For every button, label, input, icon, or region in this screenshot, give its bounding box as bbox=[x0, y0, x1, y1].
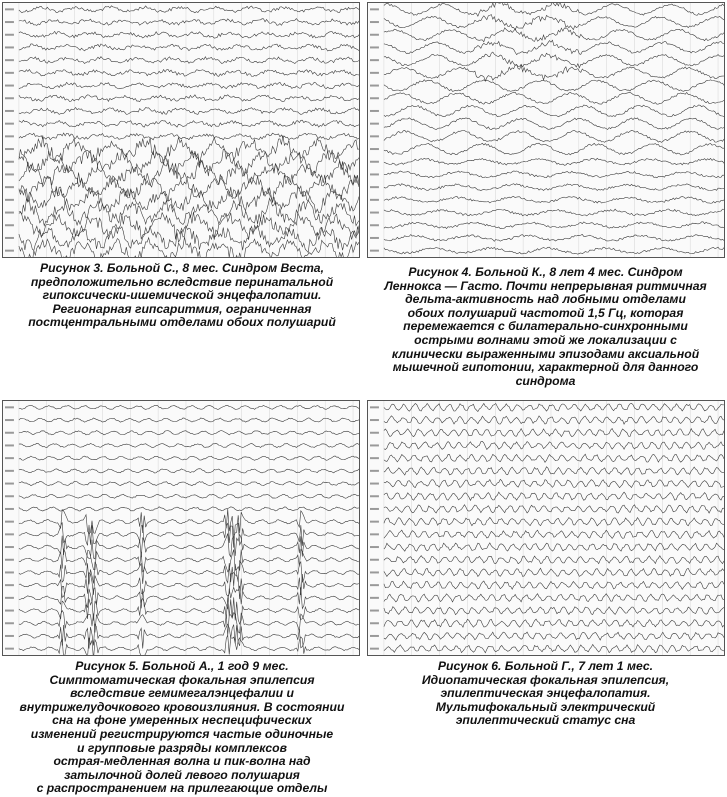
channel-label-mark bbox=[5, 212, 14, 214]
eeg-channel-trace bbox=[19, 561, 359, 587]
eeg-channel-trace bbox=[384, 222, 724, 229]
eeg-channel-trace bbox=[384, 209, 724, 216]
channel-label-mark bbox=[5, 46, 14, 48]
channel-label-mark bbox=[5, 21, 14, 23]
eeg-channel-trace bbox=[19, 494, 359, 498]
channel-label-mark bbox=[370, 85, 379, 87]
channel-label-mark bbox=[5, 161, 14, 163]
eeg-channel-trace bbox=[384, 543, 724, 551]
eeg-channel-trace bbox=[19, 82, 359, 89]
eeg-trace-figure-5 bbox=[2, 400, 360, 656]
channel-label-mark bbox=[370, 648, 379, 650]
channel-label-mark bbox=[370, 508, 379, 510]
eeg-trace-figure-3 bbox=[2, 2, 360, 258]
eeg-channel-trace bbox=[19, 57, 359, 64]
eeg-channel-trace bbox=[384, 158, 724, 165]
eeg-channel-trace bbox=[19, 469, 359, 473]
eeg-channel-trace bbox=[384, 196, 724, 203]
eeg-channel-trace bbox=[19, 431, 359, 435]
eeg-channel-trace bbox=[19, 44, 359, 51]
eeg-channel-trace bbox=[384, 429, 724, 437]
eeg-channel-trace bbox=[19, 31, 359, 38]
channel-label-mark bbox=[370, 495, 379, 497]
channel-label-mark bbox=[370, 546, 379, 548]
channel-label-mark bbox=[5, 622, 14, 624]
eeg-trace-figure-4 bbox=[367, 2, 725, 258]
caption-figure-5: Рисунок 5. Больной А., 1 год 9 мес. Симптоматическая фокальная эпилепсия вследствие гемимегалэнцефалии и внутрижелудочкового кровоизлияния. В состоянии сна на фоне умеренных неспецифических изменений регистрируются частые одиночные и групповые разряды комплексов острая-медленная волна и пик-волна над затылочной долей левого полушария с распространением на прилегающие отделы bbox=[19, 659, 345, 796]
channel-label-mark bbox=[370, 8, 379, 10]
channel-label-mark bbox=[370, 406, 379, 408]
eeg-channel-trace bbox=[19, 624, 359, 649]
eeg-channel-trace bbox=[384, 619, 724, 627]
channel-label-mark bbox=[370, 584, 379, 586]
channel-label-mark bbox=[5, 571, 14, 573]
eeg-channel-trace bbox=[19, 133, 359, 140]
eeg-channel-trace bbox=[19, 95, 359, 102]
eeg-channel-trace bbox=[19, 418, 359, 422]
channel-label-mark bbox=[5, 123, 14, 125]
channel-label-mark bbox=[5, 97, 14, 99]
eeg-channel-trace bbox=[384, 454, 724, 462]
eeg-channel-trace bbox=[384, 52, 724, 68]
channel-label-mark bbox=[5, 34, 14, 36]
channel-label-mark bbox=[5, 186, 14, 188]
channel-label-mark bbox=[5, 173, 14, 175]
eeg-channel-trace bbox=[384, 467, 724, 475]
eeg-channel-trace bbox=[384, 594, 724, 602]
eeg-channel-trace bbox=[19, 522, 359, 547]
channel-label-mark bbox=[5, 432, 14, 434]
eeg-channel-trace bbox=[384, 130, 724, 142]
channel-label-mark bbox=[5, 508, 14, 510]
channel-label-mark bbox=[370, 59, 379, 61]
caption-figure-3: Рисунок 3. Больной С., 8 мес. Синдром Веста, предположительно вследствие перинатальной гипоксически-ишемической энцефалопатии. Регионарная гипсаритмия, ограниченная постцентральными отделами обоих полушарий bbox=[28, 261, 336, 330]
channel-label-mark bbox=[5, 635, 14, 637]
channel-label-mark bbox=[370, 419, 379, 421]
channel-label-mark bbox=[5, 224, 14, 226]
channel-label-mark bbox=[5, 521, 14, 523]
channel-label-mark bbox=[370, 483, 379, 485]
eeg-channel-trace bbox=[384, 80, 724, 92]
channel-label-mark bbox=[370, 72, 379, 74]
eeg-channel-trace bbox=[384, 581, 724, 589]
eeg-channel-trace bbox=[384, 247, 724, 254]
eeg-channel-trace bbox=[384, 143, 724, 155]
channel-label-mark bbox=[370, 470, 379, 472]
channel-label-mark bbox=[5, 610, 14, 612]
eeg-channel-trace bbox=[19, 405, 359, 409]
channel-label-mark bbox=[5, 546, 14, 548]
eeg-channel-trace bbox=[19, 19, 359, 26]
channel-label-mark bbox=[370, 622, 379, 624]
channel-label-mark bbox=[5, 148, 14, 150]
eeg-channel-trace bbox=[19, 456, 359, 460]
channel-label-mark bbox=[5, 406, 14, 408]
eeg-channel-trace bbox=[384, 441, 724, 449]
channel-label-mark bbox=[370, 610, 379, 612]
eeg-channel-trace bbox=[384, 403, 724, 411]
eeg-channel-trace bbox=[384, 15, 724, 30]
eeg-channel-trace bbox=[384, 64, 724, 81]
eeg-channel-trace bbox=[19, 443, 359, 447]
eeg-channel-trace bbox=[384, 3, 724, 16]
channel-label-mark bbox=[5, 72, 14, 74]
channel-label-mark bbox=[370, 559, 379, 561]
channel-label-mark bbox=[5, 8, 14, 10]
channel-label-mark bbox=[5, 85, 14, 87]
eeg-channel-trace bbox=[384, 118, 724, 130]
eeg-channel-trace bbox=[19, 509, 359, 535]
channel-label-mark bbox=[370, 597, 379, 599]
channel-label-mark bbox=[370, 224, 379, 226]
channel-label-mark bbox=[370, 173, 379, 175]
eeg-channel-trace bbox=[384, 607, 724, 615]
channel-label-mark bbox=[5, 237, 14, 239]
channel-label-mark bbox=[370, 457, 379, 459]
channel-label-mark bbox=[5, 483, 14, 485]
eeg-channel-trace bbox=[384, 479, 724, 487]
channel-label-mark bbox=[370, 533, 379, 535]
channel-label-mark bbox=[370, 571, 379, 573]
eeg-channel-trace bbox=[384, 28, 724, 42]
caption-figure-4: Рисунок 4. Больной К., 8 лет 4 мес. Синдром Леннокса — Гасто. Почти непрерывная ритмичная дельта-активность над лобными отделами обоих полушарий частотой 1,5 Гц, которая перемежается с билатерально-синхронными острыми волнами этой же локализации с клинически выраженными эпизодами аксиальной мышечной гипотонии, характерной для данного синдрома bbox=[384, 265, 707, 388]
channel-label-mark bbox=[5, 470, 14, 472]
channel-label-mark bbox=[5, 457, 14, 459]
channel-label-mark bbox=[370, 97, 379, 99]
eeg-trace-figure-6 bbox=[367, 400, 725, 656]
channel-label-mark bbox=[5, 250, 14, 252]
channel-label-mark bbox=[5, 597, 14, 599]
eeg-channel-trace bbox=[19, 549, 359, 572]
eeg-channel-trace bbox=[384, 234, 724, 241]
channel-label-mark bbox=[370, 46, 379, 48]
eeg-channel-trace bbox=[19, 69, 359, 76]
channel-label-mark bbox=[370, 21, 379, 23]
eeg-channel-trace bbox=[384, 632, 724, 640]
eeg-channel-trace bbox=[384, 530, 724, 538]
eeg-channel-trace bbox=[19, 635, 359, 655]
eeg-channel-trace bbox=[384, 568, 724, 576]
eeg-channel-trace bbox=[19, 611, 359, 636]
eeg-channel-trace bbox=[384, 492, 724, 500]
channel-label-mark bbox=[5, 59, 14, 61]
eeg-channel-trace bbox=[384, 105, 724, 117]
channel-label-mark bbox=[5, 110, 14, 112]
eeg-channel-trace bbox=[384, 517, 724, 525]
eeg-channel-trace bbox=[19, 107, 359, 114]
channel-label-mark bbox=[370, 135, 379, 137]
eeg-channel-trace bbox=[19, 597, 359, 624]
eeg-channel-trace bbox=[19, 507, 359, 511]
eeg-channel-trace bbox=[19, 533, 359, 558]
eeg-channel-trace bbox=[19, 173, 359, 203]
channel-label-mark bbox=[370, 237, 379, 239]
eeg-channel-trace bbox=[384, 171, 724, 178]
channel-label-mark bbox=[5, 199, 14, 201]
channel-label-mark bbox=[5, 135, 14, 137]
channel-label-mark bbox=[5, 495, 14, 497]
channel-label-mark bbox=[370, 123, 379, 125]
channel-label-mark bbox=[370, 110, 379, 112]
channel-label-mark bbox=[5, 559, 14, 561]
channel-label-mark bbox=[370, 161, 379, 163]
eeg-channel-trace bbox=[384, 556, 724, 564]
eeg-channel-trace bbox=[19, 186, 359, 213]
channel-label-mark bbox=[370, 186, 379, 188]
channel-label-mark bbox=[370, 444, 379, 446]
eeg-channel-trace bbox=[19, 573, 359, 600]
channel-label-mark bbox=[5, 444, 14, 446]
eeg-channel-trace bbox=[19, 481, 359, 485]
eeg-channel-trace bbox=[384, 645, 724, 653]
channel-label-mark bbox=[370, 148, 379, 150]
eeg-channel-trace bbox=[384, 505, 724, 513]
eeg-channel-trace bbox=[384, 92, 724, 104]
channel-label-mark bbox=[5, 533, 14, 535]
channel-label-mark bbox=[370, 34, 379, 36]
eeg-channel-trace bbox=[19, 237, 359, 257]
channel-label-mark bbox=[370, 432, 379, 434]
eeg-channel-trace bbox=[384, 40, 724, 54]
channel-label-mark bbox=[370, 199, 379, 201]
eeg-channel-trace bbox=[384, 416, 724, 424]
eeg-channel-trace bbox=[19, 120, 359, 127]
channel-label-mark bbox=[5, 648, 14, 650]
channel-label-mark bbox=[370, 635, 379, 637]
channel-label-mark bbox=[370, 212, 379, 214]
eeg-channel-trace bbox=[19, 149, 359, 177]
eeg-channel-trace bbox=[384, 184, 724, 191]
channel-label-mark bbox=[370, 521, 379, 523]
channel-label-mark bbox=[5, 584, 14, 586]
eeg-channel-trace bbox=[19, 159, 359, 188]
eeg-channel-trace bbox=[19, 586, 359, 609]
channel-label-mark bbox=[370, 250, 379, 252]
caption-figure-6: Рисунок 6. Больной Г., 7 лет 1 мес. Идиопатическая фокальная эпилепсия, эпилептическая энцефалопатия. Мультифокальный электрический эпилептический статус сна bbox=[421, 659, 670, 728]
eeg-channel-trace bbox=[19, 6, 359, 13]
channel-label-mark bbox=[5, 419, 14, 421]
